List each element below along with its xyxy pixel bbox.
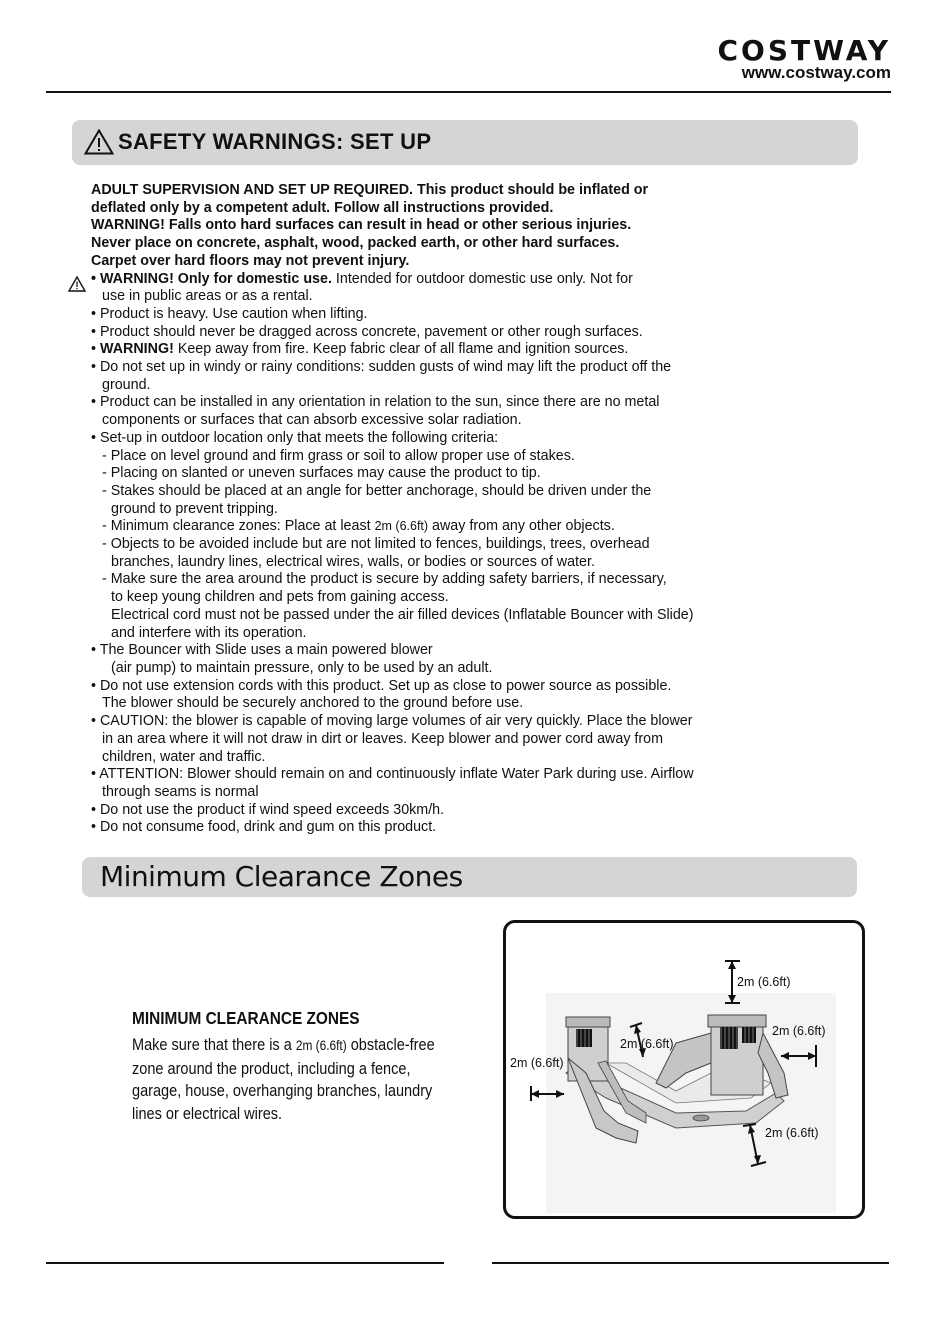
text-line: WARNING! Falls onto hard surfaces can result in head or other serious injuries.	[91, 217, 632, 234]
criteria-clearance	[91, 518, 821, 536]
bullet-orientation: • Product can be installed in any orientation in relation to the sun, since there are no metal	[91, 394, 660, 411]
clearance-diagram	[503, 920, 865, 1219]
text-line: zone around the product, including a fence,	[132, 1059, 411, 1078]
footer-divider-left	[46, 1262, 444, 1264]
text: Make sure that there is a	[132, 1036, 296, 1054]
safety-warnings-text	[91, 182, 821, 837]
bullet-caution: • CAUTION: the blower is capable of moving large volumes of air very quickly. Place the blower	[91, 713, 693, 730]
text-line: ground to prevent tripping.	[111, 500, 278, 517]
text-line: components or surfaces that can absorb excessive solar radiation.	[102, 412, 522, 429]
bullet-heavy: • Product is heavy. Use caution when lifting.	[91, 305, 368, 322]
safety-section-header	[72, 120, 858, 165]
bullet-extension: • Do not use extension cords with this product. Set up as close to power source as possible.	[91, 677, 672, 694]
clearance-section-header	[82, 857, 857, 897]
bullet-attention: • ATTENTION: Blower should remain on and continuously inflate Water Park during use. Airflow	[91, 766, 694, 783]
text-line	[132, 1034, 484, 1058]
brand-logo: COSTWAY	[717, 34, 891, 67]
text-line: children, water and traffic.	[102, 748, 266, 765]
bullet-domestic-use	[91, 271, 821, 289]
bullet-fire	[91, 341, 821, 359]
dimension-label-right: 2m (6.6ft)	[772, 1024, 826, 1038]
text-line: ground.	[102, 376, 151, 393]
text-bold: WARNING!	[99, 341, 174, 358]
bullet-setup: • Set-up in outdoor location only that meets the following criteria:	[91, 429, 499, 446]
text-line: use in public areas or as a rental.	[102, 288, 313, 305]
text-line: in an area where it will not draw in dirt or leaves. Keep blower and power cord away from	[102, 730, 664, 747]
text: away from any other objects.	[428, 518, 615, 535]
bullet-blower: • The Bouncer with Slide uses a main powered blower	[91, 642, 433, 659]
text: Intended for outdoor domestic use only. Not for	[331, 270, 633, 287]
bullet-wind-speed: • Do not use the product if wind speed exceeds 30km/h.	[91, 801, 445, 818]
text: - Minimum clearance zones: Place at least	[102, 518, 375, 535]
text-line: branches, laundry lines, electrical wires, walls, or bodies or sources of water.	[111, 553, 595, 570]
text-line: Carpet over hard floors may not prevent injury.	[91, 252, 410, 269]
bullet-windy: • Do not set up in windy or rainy conditions: sudden gusts of wind may lift the product off the	[91, 359, 672, 376]
text-line: and interfere with its operation.	[111, 624, 307, 641]
clearance-value: 2m (6.6ft)	[374, 519, 429, 534]
clearance-value: 2m (6.6ft)	[295, 1038, 347, 1053]
clearance-subtitle: MINIMUM CLEARANCE ZONES	[132, 1008, 360, 1028]
dimension-label-bottom: 2m (6.6ft)	[765, 1126, 819, 1140]
criteria-objects: - Objects to be avoided include but are not limited to fences, buildings, trees, overhead	[102, 536, 650, 553]
text-line: Never place on concrete, asphalt, wood, packed earth, or other hard surfaces.	[91, 235, 620, 252]
text-line: (air pump) to maintain pressure, only to be used by an adult.	[111, 659, 493, 676]
dimension-label-top: 2m (6.6ft)	[737, 975, 791, 989]
text-bold: • WARNING! Only for domestic use.	[91, 270, 332, 287]
criteria-level: - Place on level ground and firm grass or soil to allow proper use of stakes.	[102, 447, 575, 464]
dimension-label-middle: 2m (6.6ft)	[620, 1037, 674, 1051]
criteria-stakes: - Stakes should be placed at an angle for better anchorage, should be driven under the	[102, 482, 652, 499]
text-line: to keep young children and pets from gaining access.	[111, 589, 449, 606]
bullet-food: • Do not consume food, drink and gum on this product.	[91, 819, 437, 836]
footer-divider-right	[492, 1262, 889, 1264]
text: Keep away from fire. Keep fabric clear of all flame and ignition sources.	[173, 341, 629, 358]
brand-url: www.costway.com	[741, 63, 891, 82]
text-line: ADULT SUPERVISION AND SET UP REQUIRED. This product should be inflated or	[91, 182, 649, 198]
text-line: Electrical cord must not be passed under the air filled devices (Inflatable Bouncer with Slide)	[111, 606, 694, 623]
warning-icon	[68, 276, 86, 292]
header-divider	[46, 91, 891, 93]
text-line: through seams is normal	[102, 783, 259, 800]
text-line: The blower should be securely anchored to the ground before use.	[102, 695, 524, 712]
safety-section-title: SAFETY WARNINGS: SET UP	[118, 129, 432, 154]
criteria-slanted: - Placing on slanted or uneven surfaces may cause the product to tip.	[102, 465, 541, 482]
dimension-label-left: 2m (6.6ft)	[510, 1056, 564, 1070]
clearance-description	[132, 1034, 484, 1125]
clearance-section-title: Minimum Clearance Zones	[100, 860, 463, 893]
warning-icon	[84, 129, 114, 155]
text-line: deflated only by a competent adult. Follow all instructions provided.	[91, 199, 554, 216]
text-line: garage, house, overhanging branches, laundry	[132, 1082, 433, 1100]
text: •	[91, 341, 100, 358]
text-line: lines or electrical wires.	[132, 1104, 283, 1123]
text: obstacle-free	[346, 1036, 435, 1054]
criteria-secure: - Make sure the area around the product is secure by adding safety barriers, if necessary,	[102, 571, 667, 588]
bullet-dragged: • Product should never be dragged across concrete, pavement or other rough surfaces.	[91, 323, 643, 340]
